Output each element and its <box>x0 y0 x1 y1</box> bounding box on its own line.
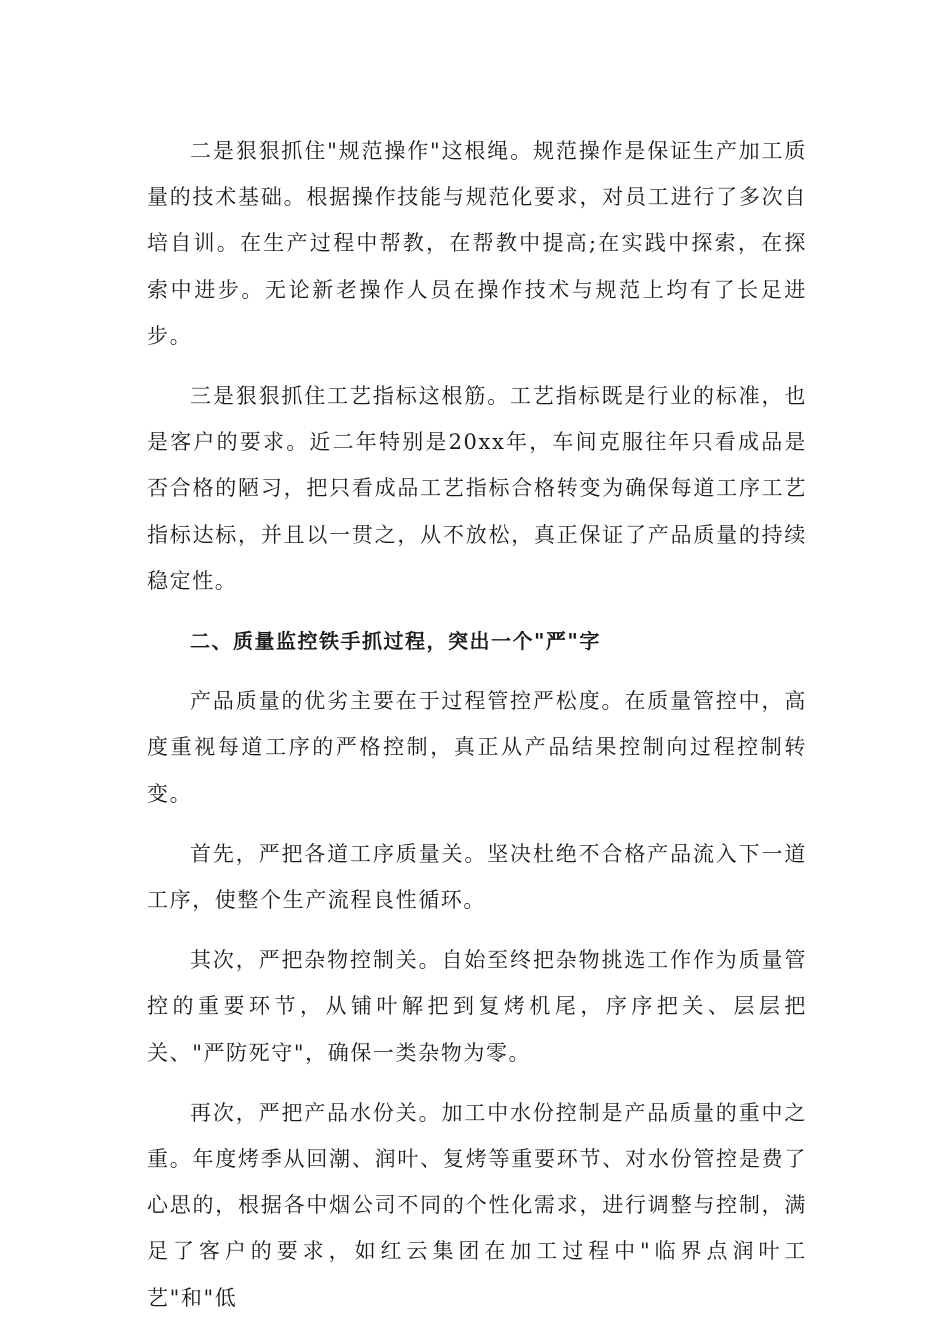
paragraph-third-moisture-control: 再次，严把产品水份关。加工中水份控制是产品质量的重中之重。年度烤季从回潮、润叶、复烤等重要环节、对水份管控是费了心思的，根据各中烟公司不同的个性化需求，进行调整与控制，满足了客户的要求，如红云集团在加工过程中"临界点润叶工艺"和"低 <box>147 1100 807 1310</box>
section-heading-quality-monitoring: 二、质量监控铁手抓过程，突出一个"严"字 <box>190 629 601 654</box>
paragraph-standard-operation: 二是狠狠抓住"规范操作"这根绳。规范操作是保证生产加工质量的技术基础。根据操作技能与规范化要求，对员工进行了多次自培自训。在生产过程中帮教，在帮教中提高;在实践中探索，在探索中进步。无论新老操作人员在操作技术与规范上均有了长足进步。 <box>147 139 807 348</box>
paragraph-second-foreign-matter: 其次，严把杂物控制关。自始至终把杂物挑选工作作为质量管控的重要环节，从铺叶解把到复烤机尾，序序把关、层层把关、"严防死守"，确保一类杂物为零。 <box>147 948 807 1065</box>
document-body <box>147 128 807 1335</box>
paragraph-process-control: 产品质量的优劣主要在于过程管控严松度。在质量管控中，高度重视每道工序的严格控制，真正从产品结果控制向过程控制转变。 <box>147 689 807 806</box>
paragraph-first-process-quality: 首先，严把各道工序质量关。坚决杜绝不合格产品流入下一道工序，使整个生产流程良性循环。 <box>147 841 807 913</box>
paragraph-process-indicators: 三是狠狠抓住工艺指标这根筋。工艺指标既是行业的标准，也是客户的要求。近二年特别是20xx年，车间克服往年只看成品是否合格的陋习，把只看成品工艺指标合格转变为确保每道工序工艺指标达标，并且以一贯之，从不放松，真正保证了产品质量的持续稳定性。 <box>147 384 807 593</box>
